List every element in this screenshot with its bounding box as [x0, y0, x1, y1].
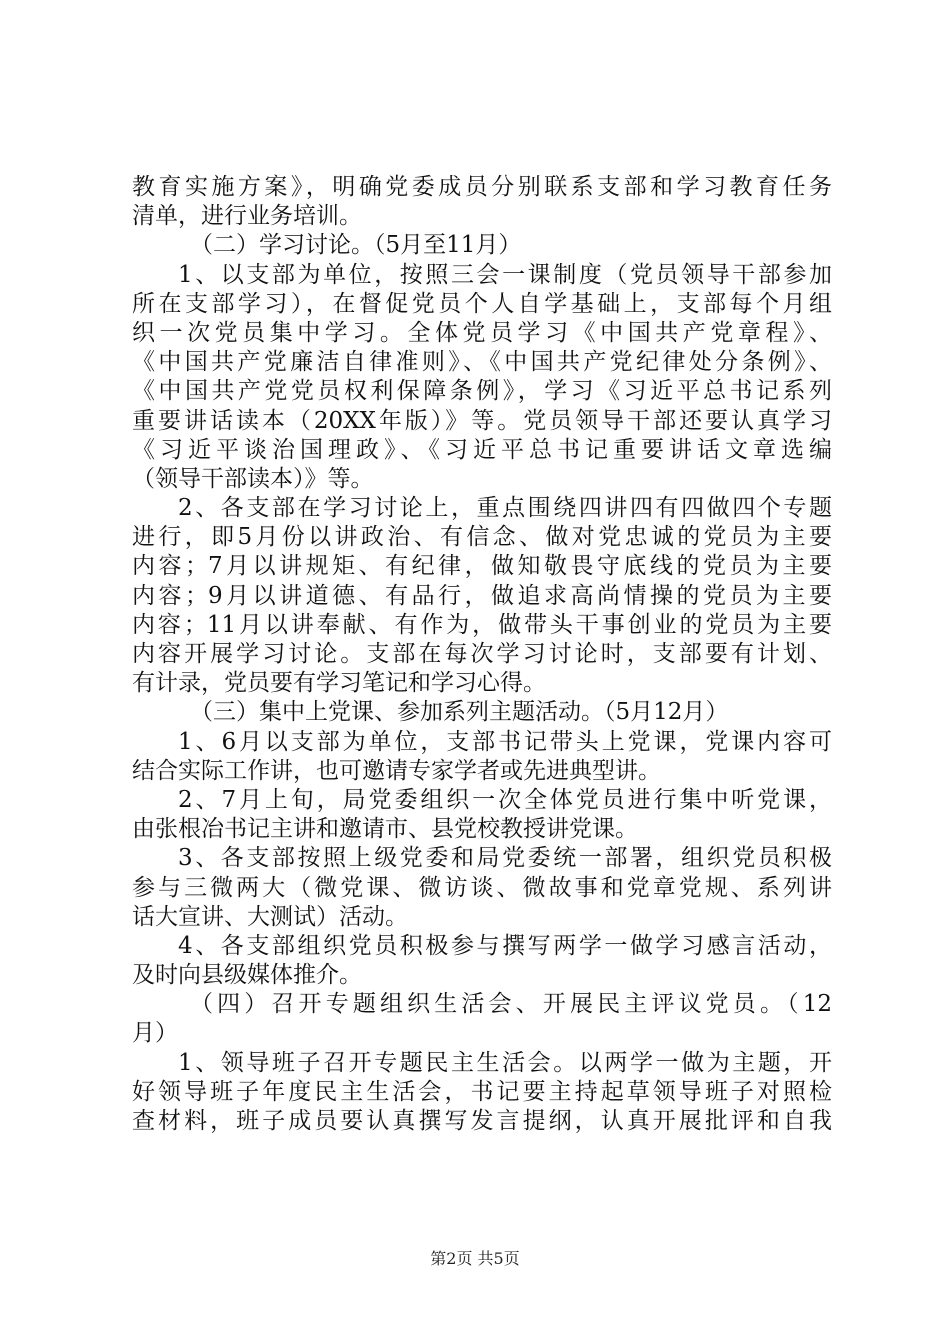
text-line: 《中国共产党党员权利保障条例》，学习《习近平总书记系列	[132, 378, 832, 405]
text-line: 及时向县级媒体推介。	[132, 962, 362, 989]
text-line: 话大宣讲、大测试）活动。	[132, 903, 408, 930]
text-line: 1、领导班子召开专题民主生活会。以两学一做为主题，开	[178, 1049, 832, 1076]
text-line: 4、各支部组织党员积极参与撰写两学一做学习感言活动，	[178, 932, 832, 959]
text-line: 内容；7月以讲规矩、有纪律，做知敬畏守底线的党员为主要	[132, 553, 832, 580]
text-line: 2、各支部在学习讨论上，重点围绕四讲四有四做四个专题	[178, 495, 832, 522]
text-line: 内容开展学习讨论。支部在每次学习讨论时，支部要有计划、	[132, 641, 832, 667]
text-line: 有计录，党员要有学习笔记和学习心得。	[132, 670, 546, 697]
text-line: 好领导班子年度民主生活会，书记要主持起草领导班子对照检	[132, 1078, 832, 1105]
section-heading: （二）学习讨论。（5月至11月）	[190, 232, 522, 259]
text-line: 查材料，班子成员要认真撰写发言提纲，认真开展批评和自我	[132, 1108, 832, 1134]
section-heading-continuation: 月）	[132, 1020, 178, 1047]
text-line: 《中国共产党廉洁自律准则》、《中国共产党纪律处分条例》、	[132, 349, 832, 376]
text-line: 进行，即5月份以讲政治、有信念、做对党忠诚的党员为主要	[132, 524, 832, 551]
text-line: 重要讲话读本（20XX年版）》等。党员领导干部还要认真学习	[132, 407, 832, 434]
text-line: 清单，进行业务培训。	[132, 203, 362, 230]
text-line: 织一次党员集中学习。全体党员学习《中国共产党章程》、	[132, 319, 832, 346]
text-line: 2、7月上旬，局党委组织一次全体党员进行集中听党课，	[178, 786, 832, 813]
text-line: 内容；11月以讲奉献、有作为，做带头干事创业的党员为主要	[132, 611, 832, 638]
text-line: 内容；9月以讲道德、有品行，做追求高尚情操的党员为主要	[132, 582, 832, 609]
text-line: 由张根冶书记主讲和邀请市、县党校教授讲党课。	[132, 816, 638, 843]
text-line: 教育实施方案》，明确党委成员分别联系支部和学习教育任务	[132, 174, 832, 200]
text-line: 1、6月以支部为单位，支部书记带头上党课，党课内容可	[178, 728, 832, 755]
text-line: 1、以支部为单位，按照三会一课制度（党员领导干部参加	[178, 261, 832, 288]
text-line: 结合实际工作讲，也可邀请专家学者或先进典型讲。	[132, 757, 661, 784]
text-line: 所在支部学习），在督促党员个人自学基础上，支部每个月组	[132, 290, 832, 317]
document-body	[132, 173, 832, 1136]
text-line: 参与三微两大（微党课、微访谈、微故事和党章党规、系列讲	[132, 874, 832, 901]
page-number-footer: 第2页 共5页	[430, 1249, 520, 1268]
section-heading: （三）集中上党课、参加系列主题活动。（5月12月）	[190, 699, 729, 726]
section-heading: （四）召开专题组织生活会、开展民主评议党员。（12	[190, 991, 832, 1018]
text-line: （领导干部读本）》等。	[132, 465, 374, 492]
text-line: 3、各支部按照上级党委和局党委统一部署，组织党员积极	[178, 845, 832, 872]
text-line: 《习近平谈治国理政》、《习近平总书记重要讲话文章选编	[132, 436, 832, 463]
